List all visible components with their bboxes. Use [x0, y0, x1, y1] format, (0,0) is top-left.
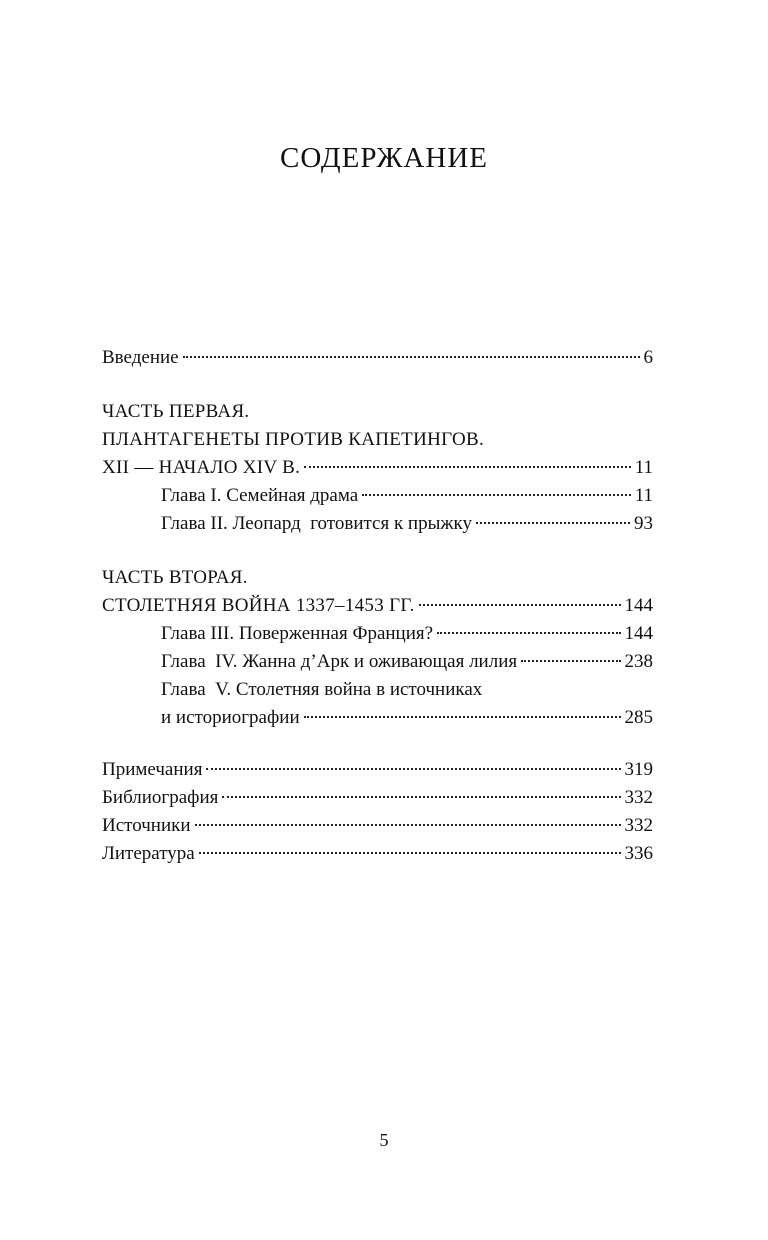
table-of-contents: [102, 344, 653, 868]
dot-leader: [183, 356, 640, 358]
toc-entry-chapter-5-line-1: Глава V. Столетняя война в источниках: [161, 679, 483, 700]
toc-entry-page: 11: [634, 485, 653, 506]
toc-entry-part-one: [102, 454, 653, 482]
toc-entry-part-two: [102, 592, 653, 620]
toc-entry-chapter-4: [102, 648, 653, 676]
toc-entry-page: 319: [624, 759, 653, 780]
toc-entry-label: XII — НАЧАЛО XIV В.: [102, 457, 301, 478]
toc-entry-page: 144: [624, 623, 653, 644]
dot-leader: [304, 466, 631, 468]
toc-entry-bibliography: [102, 784, 653, 812]
toc-entry-label: Глава I. Семейная драма: [161, 485, 359, 506]
part-two-heading-line-1: ЧАСТЬ ВТОРАЯ.: [102, 567, 248, 588]
toc-entry-label: Введение: [102, 347, 179, 368]
toc-entry-label: Глава II. Леопард готовится к прыжку: [161, 513, 472, 534]
dot-leader: [521, 660, 620, 662]
toc-entry-introduction: [102, 344, 653, 372]
toc-entry-label: Библиография: [102, 787, 219, 808]
toc-entry-label: и историографии: [161, 707, 300, 728]
toc-entry-chapter-3: [102, 620, 653, 648]
toc-entry-page: 238: [624, 651, 653, 672]
page-title: СОДЕРЖАНИЕ: [280, 142, 488, 174]
dot-leader: [419, 604, 621, 606]
toc-entry-page: 93: [634, 513, 653, 534]
toc-entry-label: СТОЛЕТНЯЯ ВОЙНА 1337–1453 ГГ.: [102, 595, 415, 616]
toc-entry-label: Глава IV. Жанна д’Арк и оживающая лилия: [161, 651, 518, 672]
toc-entry-chapter-2: [102, 510, 653, 538]
toc-entry-label: Источники: [102, 815, 191, 836]
toc-entry-sources: [102, 812, 653, 840]
toc-entry-page: 332: [624, 815, 653, 836]
toc-entry-page: 336: [624, 843, 653, 864]
dot-leader: [362, 494, 631, 496]
toc-entry-page: 144: [624, 595, 653, 616]
part-one-heading-line-2: ПЛАНТАГЕНЕТЫ ПРОТИВ КАПЕТИНГОВ.: [102, 429, 484, 450]
toc-entry-label: Глава III. Поверженная Франция?: [161, 623, 434, 644]
toc-entry-label: Примечания: [102, 759, 203, 780]
toc-entry-page: 6: [643, 347, 653, 368]
dot-leader: [222, 796, 620, 798]
dot-leader: [206, 768, 620, 770]
toc-entry-literature: [102, 840, 653, 868]
dot-leader: [304, 716, 621, 718]
toc-entry-chapter-1: [102, 482, 653, 510]
dot-leader: [199, 852, 621, 854]
part-one-heading-line-1: ЧАСТЬ ПЕРВАЯ.: [102, 401, 250, 422]
page-number: 5: [379, 1130, 389, 1150]
dot-leader: [195, 824, 621, 826]
toc-entry-page: 11: [634, 457, 653, 478]
dot-leader: [437, 632, 620, 634]
toc-entry-page: 285: [624, 707, 653, 728]
toc-entry-chapter-5: [102, 704, 653, 732]
toc-entry-page: 332: [624, 787, 653, 808]
dot-leader: [476, 522, 630, 524]
toc-entry-notes: [102, 756, 653, 784]
toc-entry-label: Литература: [102, 843, 195, 864]
